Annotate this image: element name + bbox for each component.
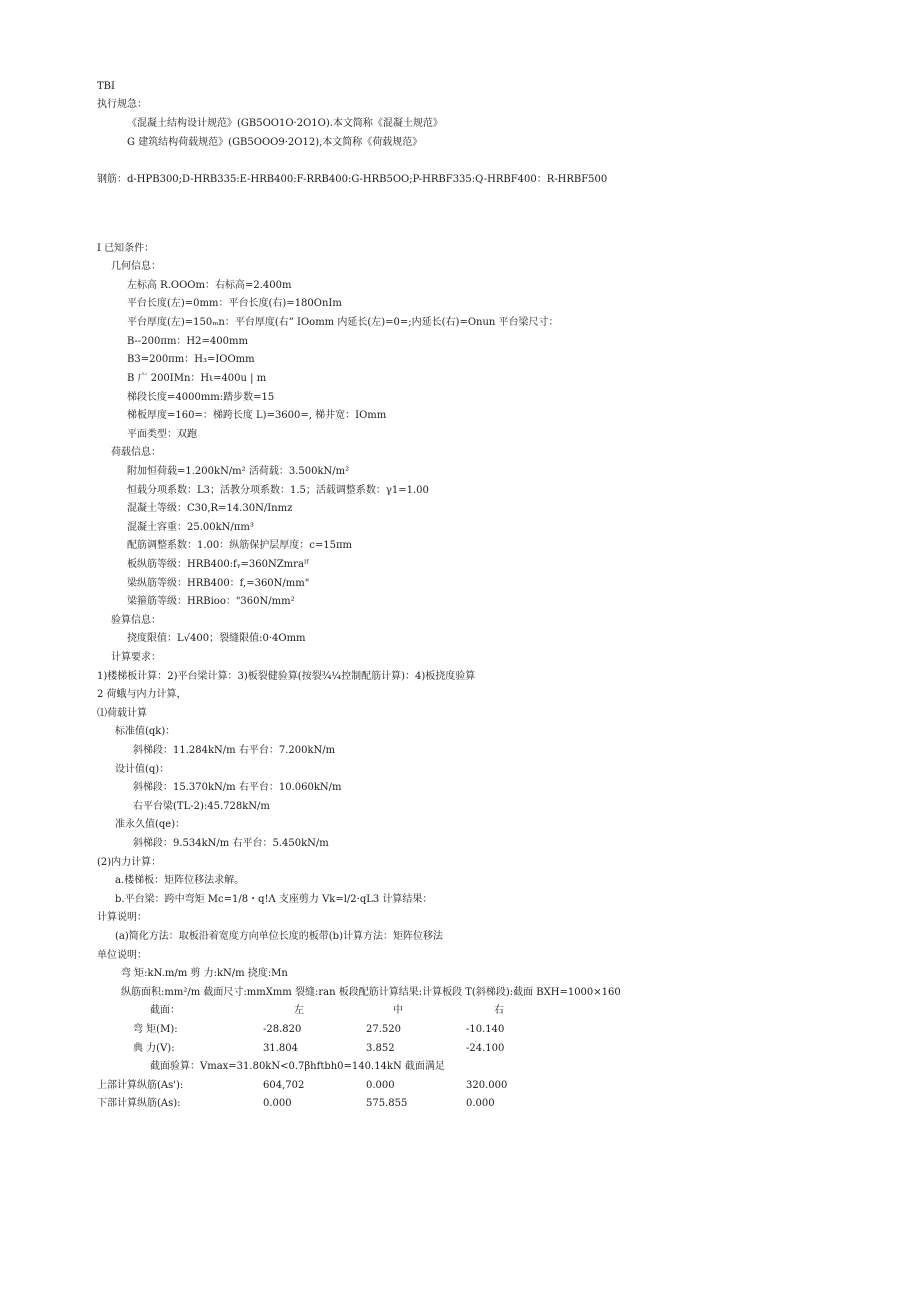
internal-force-title: (2)内力计算： — [97, 857, 162, 868]
quasi-permanent-title: 准永久值(qe)： — [115, 819, 186, 830]
table-cell: 604,702 — [263, 1080, 305, 1091]
quasi-permanent-line: 斜梯段：9.534kN/m 右平台：5.450kN/m — [133, 838, 329, 849]
section-2-title: 2 荷蛾与内力计算， — [97, 689, 187, 700]
known-conditions-title: I 已知条件： — [97, 243, 155, 254]
geometry-line: B3=200πm：H₃=IOOmm — [127, 354, 255, 365]
table-row-label: 下部计算纵筋(As): — [97, 1098, 181, 1109]
table-cell: 575.855 — [366, 1098, 408, 1109]
unit-line: 纵筋面积:mm²/m 截面尺寸:mmXmm 裂缝:ran 板段配筋计算结果:计算板段 T(斜梯段):截面 BXH=1000×160 — [121, 987, 621, 998]
geometry-line: 平台厚度(左)=150ₘn：平台厚度(右” IOomm 内延长(左)=0=;内延长(右)=Onun 平台梁尺寸： — [127, 317, 559, 328]
table-row-label: 弯 矩(M): — [133, 1024, 178, 1035]
table-cell: 0.000 — [466, 1098, 495, 1109]
geometry-line: 梯板厚度=160=：梯跨长度 L)=3600=, 梯井宽：IOmm — [127, 410, 387, 421]
table-cell: 0.000 — [366, 1080, 395, 1091]
geometry-line: 平面类型：双跑 — [127, 429, 197, 440]
table-cell: 3.852 — [366, 1043, 395, 1054]
requirement-title: 计算要求： — [111, 652, 161, 663]
table-cell: 320.000 — [466, 1080, 508, 1091]
doc-code: TBI — [97, 81, 115, 92]
design-value-title: 设计值(q)： — [115, 764, 170, 775]
geometry-line: B 广 200IMn：Hι=400u | m — [127, 373, 267, 384]
load-line: 梁箍筋等级：HRBioo："360N/mm² — [127, 596, 295, 607]
table-head-mid: 中 — [393, 1005, 403, 1016]
calc-note-title: 计算说明： — [97, 912, 147, 923]
table-cell: 27.520 — [366, 1024, 401, 1035]
load-line: 板纵筋等级：HRB400:fᵧ=360NZmraᴵᶠ — [127, 559, 309, 570]
code-reference-2: G 建筑结构荷载规范》(GB5OOO9·2O12),本文简称《荷载规范》 — [127, 137, 423, 148]
load-calc-title: ⑴荷载计算 — [97, 708, 147, 719]
code-reference-1: 《混凝土结构设计规范》(GB5OO1O·2O1O).本文简称《混凝土规范》 — [127, 118, 443, 129]
load-line: 附加恒荷载=1.200kN/m² 活荷载：3.500kN/m² — [127, 466, 350, 477]
load-line: 梁纵筋等级：HRB400：f,=360N/mm" — [127, 578, 310, 589]
geometry-line: B--200πm：H2=400mm — [127, 336, 248, 347]
load-line: 混凝土容重：25.00kN/πm³ — [127, 522, 254, 533]
unit-title: 单位说明： — [97, 950, 147, 961]
table-cell: 0.000 — [263, 1098, 292, 1109]
design-value-line: 斜梯段：15.370kN/m 右平台：10.060kN/m — [133, 782, 342, 793]
table-row-label: 上部计算纵筋(As'): — [97, 1080, 184, 1091]
internal-force-b: b.平台梁：跨中弯矩 Mc=1/8・q!Λ 支座剪力 Vk=l/2·qL3 计算结果： — [115, 894, 433, 905]
geometry-title: 几何信息： — [111, 261, 161, 272]
table-head-left: 左 — [294, 1005, 304, 1016]
unit-line: 弯 矩:kN.m/m 剪 力:kN/m 挠度:Mn — [121, 968, 288, 979]
standard-value-line: 斜梯段：11.284kN/m 右平台：7.200kN/m — [133, 745, 336, 756]
section-check-line: 截面验算：Vmax=31.80kN<0.7βhftbh0=140.14kN 截面满足 — [150, 1061, 445, 1072]
calc-note-a: (a)简化方法：取板沿着宽度方向单位长度的板带(b)计算方法：矩阵位移法 — [115, 931, 443, 942]
table-cell: -10.140 — [466, 1024, 505, 1035]
check-title: 验算信息： — [111, 615, 161, 626]
geometry-line: 梯段长度=4000mm:踏步数=15 — [127, 392, 275, 403]
table-head-right: 右 — [494, 1005, 504, 1016]
load-line: 恒载分项系数：L3；活教分项系数：1.5；活载调整系数：γ1=1.00 — [127, 485, 429, 496]
load-title: 荷载信息： — [111, 447, 161, 458]
load-line: 混凝土等级：C30,R=14.30N/Inmz — [127, 503, 293, 514]
table-cell: -24.100 — [466, 1043, 505, 1054]
internal-force-a: a.楼梯板：矩阵位移法求解。 — [115, 875, 245, 886]
table-cell: -28.820 — [263, 1024, 302, 1035]
requirement-line: 1)楼梯板计算：2)平台梁计算：3)板裂健验算(按裂¾¼控制配筋计算)：4)板挠度验算 — [97, 671, 476, 682]
geometry-line: 平台长度(左)=0mm：平台长度(右)=180OnIm — [127, 298, 342, 309]
table-row-label: 典 力(V): — [133, 1043, 175, 1054]
table-head-label: 截面： — [150, 1005, 180, 1016]
geometry-line: 左标高 R.OOOm：右标高=2.400m — [127, 280, 292, 291]
exec-label: 执行规急： — [97, 99, 147, 110]
check-line: 挠度限值：L√400；裂缝限值:0·4Omm — [127, 633, 306, 644]
standard-value-title: 标准值(qk)： — [115, 726, 176, 737]
design-value-line: 右平台梁(TL-2):45.728kN/m — [133, 801, 270, 812]
table-cell: 31.804 — [263, 1043, 298, 1054]
rebar-legend: 钢筋：d-HPB300;D-HRB335:E-HRB400:F-RRB400:G-HRB5OO;P-HRBF335:Q-HRBF400：R-HRBF500 — [97, 174, 608, 185]
load-line: 配筋调整系数：1.00：纵筋保护层厚度：c=15πm — [127, 540, 353, 551]
